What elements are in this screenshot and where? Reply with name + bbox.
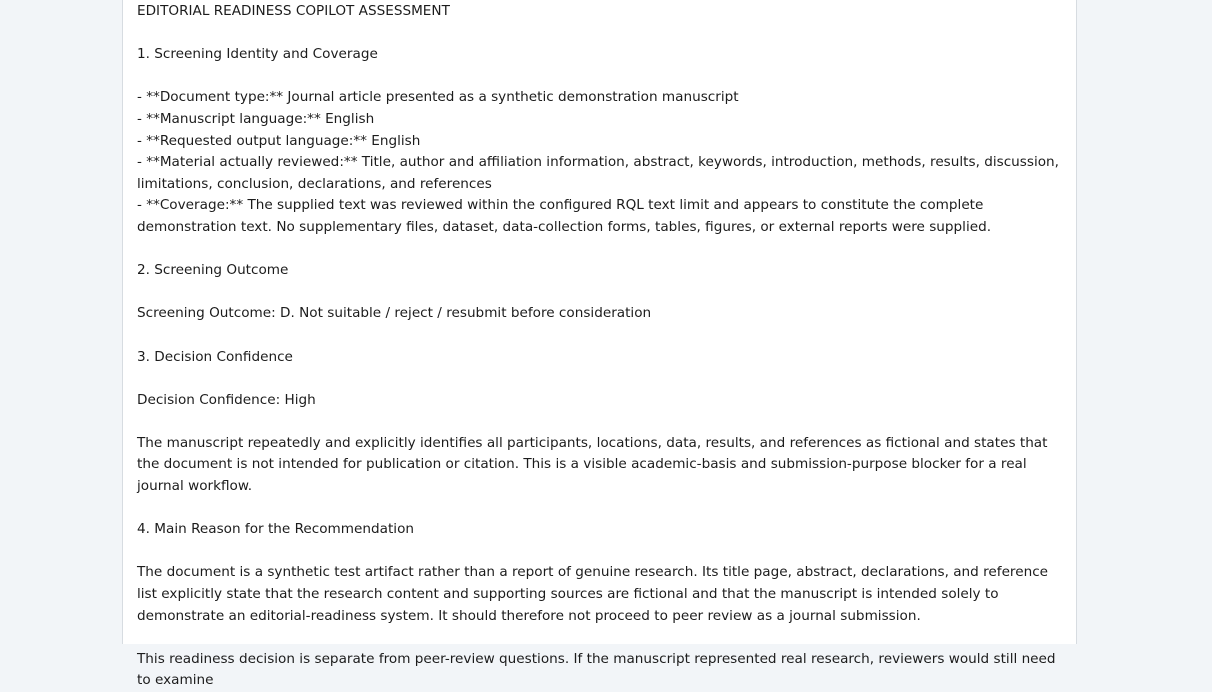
section-4-title: 4. Main Reason for the Recommendation xyxy=(137,521,415,538)
section-1-title: 1. Screening Identity and Coverage xyxy=(137,46,378,63)
bullet-requested-output-language: - **Requested output language:** English xyxy=(137,132,421,149)
spacer xyxy=(137,66,1067,88)
report-heading: EDITORIAL READINESS COPILOT ASSESSMENT xyxy=(137,3,450,19)
report-text xyxy=(137,1,1067,692)
bullet-coverage: - **Coverage:** The supplied text was reviewed within the configured RQL text limit and appears to constitute the complete demonstration text. No supplementary files, dataset, data-collection forms, tables, figures, or external reports were supplied. xyxy=(137,197,992,235)
screening-outcome: Screening Outcome: D. Not suitable / reject / resubmit before consideration xyxy=(137,305,652,322)
bullet-manuscript-language: - **Manuscript language:** English xyxy=(137,110,375,127)
main-reason-paragraph: The document is a synthetic test artifact rather than a report of genuine research. Its title page, abstract, declarations, and reference list explicitly state that the research content and supporting sources are fictional and that the manuscript is intended solely to demonstrate an editorial-readiness system. It should therefore not proceed to peer review as a journal submission. xyxy=(137,564,1049,624)
decision-confidence: Decision Confidence: High xyxy=(137,391,316,408)
spacer xyxy=(137,23,1067,45)
bullet-material-reviewed: - **Material actually reviewed:** Title, author and affiliation information, abstract, keywords, introduction, methods, results, discussion, limitations, conclusion, declarations, and references xyxy=(137,154,1059,192)
section-3-title: 3. Decision Confidence xyxy=(137,348,293,365)
spacer xyxy=(137,325,1067,347)
readiness-decision-paragraph: This readiness decision is separate from peer-review questions. If the manuscript represented real research, reviewers would still need to examine xyxy=(137,650,1056,689)
confidence-paragraph: The manuscript repeatedly and explicitly identifies all participants, locations, data, results, and references as fictional and states that the document is not intended for publication or citation. This is a visible academic-basis and submission-purpose blocker for a real journal workflow. xyxy=(137,434,1048,495)
report-panel xyxy=(122,0,1077,689)
spacer xyxy=(137,627,1067,649)
spacer xyxy=(137,411,1067,433)
spacer xyxy=(137,368,1067,390)
spacer xyxy=(137,541,1067,563)
spacer xyxy=(137,498,1067,520)
spacer xyxy=(137,239,1067,261)
bullet-document-type: - **Document type:** Journal article presented as a synthetic demonstration manuscript xyxy=(137,89,739,106)
section-2-title: 2. Screening Outcome xyxy=(137,262,289,279)
spacer xyxy=(137,282,1067,304)
